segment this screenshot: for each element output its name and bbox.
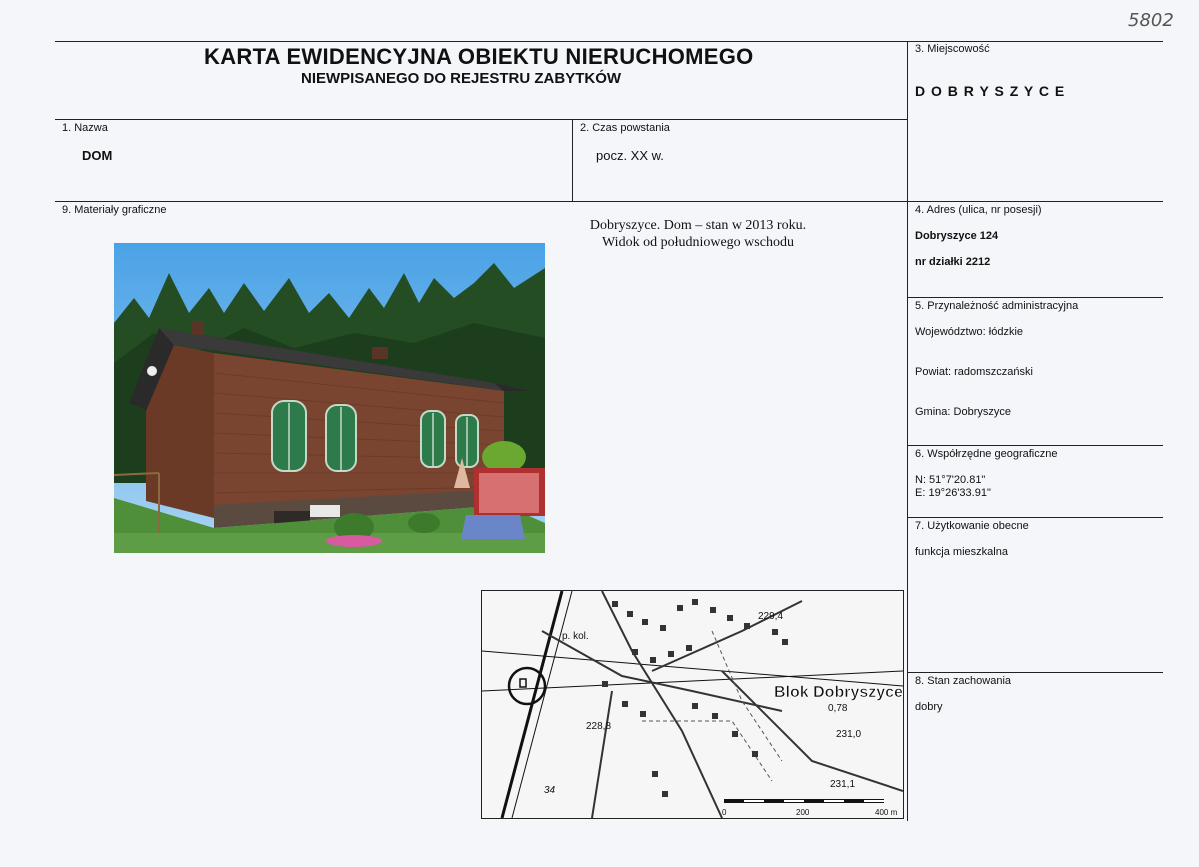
rule-right-column <box>907 41 908 821</box>
map-label-h3: 231,0 <box>836 729 862 740</box>
miejscowosc-label: 3. Miejscowość <box>915 43 990 55</box>
uzytkowanie-label: 7. Użytkowanie obecne <box>915 520 1029 532</box>
rule-use-bottom <box>907 672 1163 673</box>
map-label-h2: 228,8 <box>586 721 612 732</box>
rule-coords-bottom <box>907 517 1163 518</box>
gmina-value: Gmina: Dobryszyce <box>915 406 1011 418</box>
map-scale-0: 0 <box>722 808 727 817</box>
przynaleznosc-label: 5. Przynależność administracyjna <box>915 300 1079 312</box>
rule-header-bottom <box>55 119 907 120</box>
map-label-34: 34 <box>544 785 556 796</box>
coord-east: E: 19°26'33.91" <box>915 487 991 499</box>
nazwa-value: DOM <box>82 148 113 163</box>
card-subtitle: NIEWPISANEGO DO REJESTRU ZABYTKÓW <box>301 70 622 87</box>
rule-admin-bottom <box>907 445 1163 446</box>
adres-label: 4. Adres (ulica, nr posesji) <box>915 204 1042 216</box>
adres-line2: nr działki 2212 <box>915 256 991 268</box>
map-label-h4: 231,1 <box>830 779 856 790</box>
czas-label: 2. Czas powstania <box>580 122 670 134</box>
house-photo <box>114 243 545 553</box>
powiat-value: Powiat: radomszczański <box>915 366 1033 378</box>
rule-top <box>55 41 1163 42</box>
card-title: KARTA EWIDENCYJNA OBIEKTU NIERUCHOMEGO <box>204 44 754 69</box>
location-map <box>481 590 904 819</box>
map-scale-400: 400 m <box>875 808 898 817</box>
map-label-pkol: p. kol. <box>562 631 589 642</box>
wojewodztwo-value: Województwo: łódzkie <box>915 326 1024 338</box>
adres-line1: Dobryszyce 124 <box>915 230 999 242</box>
stan-label: 8. Stan zachowania <box>915 675 1012 687</box>
map-label-place: Blok Dobryszyce <box>774 684 903 701</box>
rule-nazwa-czas <box>572 119 573 201</box>
miejscowosc-value: D O B R Y S Z Y C E <box>915 83 1066 99</box>
rule-row2-bottom <box>55 201 1163 202</box>
map-label-h5: 0,78 <box>828 703 848 714</box>
materialy-label: 9. Materiały graficzne <box>62 204 167 216</box>
rule-adres-bottom <box>907 297 1163 298</box>
uzytkowanie-value: funkcja mieszkalna <box>915 546 1008 558</box>
czas-value: pocz. XX w. <box>596 148 664 163</box>
nazwa-label: 1. Nazwa <box>62 122 108 134</box>
map-scale-200: 200 <box>796 808 810 817</box>
photo-caption-line1: Dobryszyce. Dom – stan w 2013 roku. <box>589 218 807 233</box>
handwritten-number: 5802 <box>1128 10 1174 31</box>
map-label-h1: 229,4 <box>758 611 784 622</box>
wspolrzedne-label: 6. Współrzędne geograficzne <box>915 448 1058 460</box>
coord-north: N: 51°7'20.81" <box>915 474 986 486</box>
stan-value: dobry <box>915 701 943 713</box>
photo-caption-line2: Widok od południowego wschodu <box>602 235 794 250</box>
